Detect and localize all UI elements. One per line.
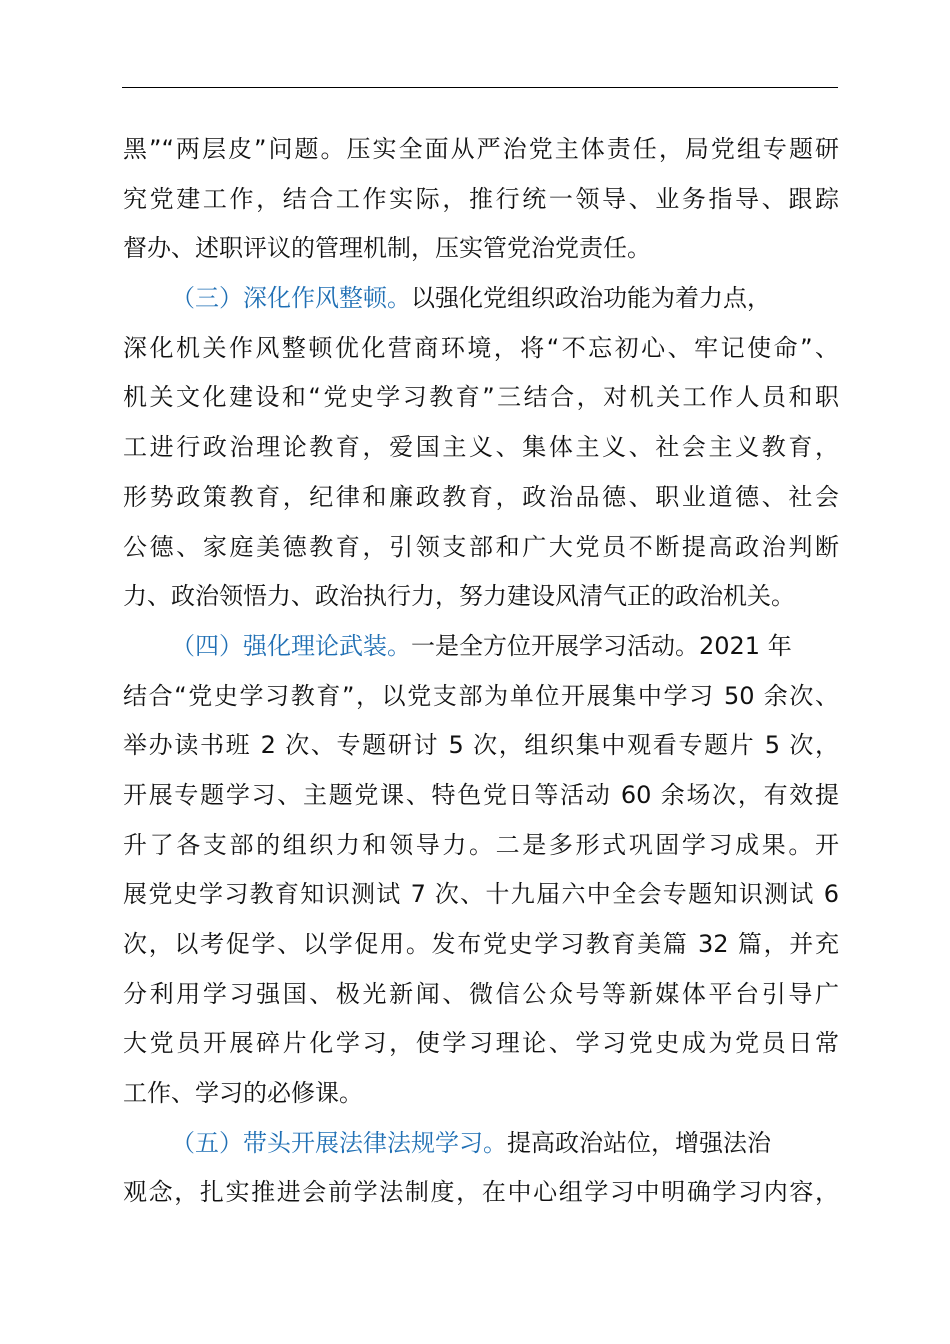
text-line: 机关文化建设和“党史学习教育”三结合，对机关工作人员和职 bbox=[123, 383, 839, 412]
text-line: 工进行政治理论教育，爱国主义、集体主义、社会主义教育， bbox=[123, 433, 839, 462]
section-3-first-line bbox=[123, 274, 839, 324]
text-line: 形势政策教育，纪律和廉政教育，政治品德、职业道德、社会 bbox=[123, 482, 839, 511]
text-line: 升了各支部的组织力和领导力。二是多形式巩固学习成果。开 bbox=[123, 830, 839, 859]
text-line: 开展专题学习、主题党课、特色党日等活动 60 余场次，有效提 bbox=[123, 780, 839, 809]
section-3-heading: （三）深化作风整顿。 bbox=[171, 284, 411, 313]
text-line: 观念，扎实推进会前学法制度，在中心组学习中明确学习内容， bbox=[123, 1178, 839, 1207]
text-line: 结合“党史学习教育”，以党支部为单位开展集中学习 50 余次、 bbox=[123, 681, 839, 710]
text-line: 举办读书班 2 次、专题研讨 5 次，组织集中观看专题片 5 次， bbox=[123, 731, 839, 760]
section-5-first-line bbox=[123, 1119, 839, 1169]
text-line: 黑”“两层皮”问题。压实全面从严治党主体责任，局党组专题研 bbox=[123, 135, 839, 163]
text-line: 工作、学习的必修课。 bbox=[123, 1079, 363, 1108]
text-line: 大党员开展碎片化学习，使学习理论、学习党史成为党员日常 bbox=[123, 1029, 839, 1058]
header-rule bbox=[122, 87, 838, 88]
text-line: 分利用学习强国、极光新闻、微信公众号等新媒体平台引导广 bbox=[123, 979, 839, 1008]
text-line: 展党史学习教育知识测试 7 次、十九届六中全会专题知识测试 6 bbox=[123, 880, 839, 909]
text-line: 公德、家庭美德教育，引领支部和广大党员不断提高政治判断 bbox=[123, 532, 839, 561]
section-3-first-line-text: 以强化党组织政治功能为着力点， bbox=[411, 284, 771, 313]
section-4-first-line-text: 一是全方位开展学习活动。2021 年 bbox=[411, 631, 792, 660]
text-line: 深化机关作风整顿优化营商环境，将“不忘初心、牢记使命”、 bbox=[123, 333, 839, 362]
section-4-heading: （四）强化理论武装。 bbox=[171, 631, 411, 660]
text-line: 次，以考促学、以学促用。发布党史学习教育美篇 32 篇，并充 bbox=[123, 930, 839, 958]
text-line: 督办、述职评议的管理机制，压实管党治党责任。 bbox=[123, 234, 651, 263]
section-5-heading: （五）带头开展法律法规学习。 bbox=[171, 1128, 507, 1157]
text-line: 力、政治领悟力、政治执行力，努力建设风清气正的政治机关。 bbox=[123, 582, 795, 611]
text-line: 究党建工作，结合工作实际，推行统一领导、业务指导、跟踪 bbox=[123, 184, 839, 213]
section-4-first-line bbox=[123, 622, 839, 672]
body-text bbox=[123, 125, 839, 1218]
section-5-first-line-text: 提高政治站位，增强法治 bbox=[507, 1128, 771, 1157]
